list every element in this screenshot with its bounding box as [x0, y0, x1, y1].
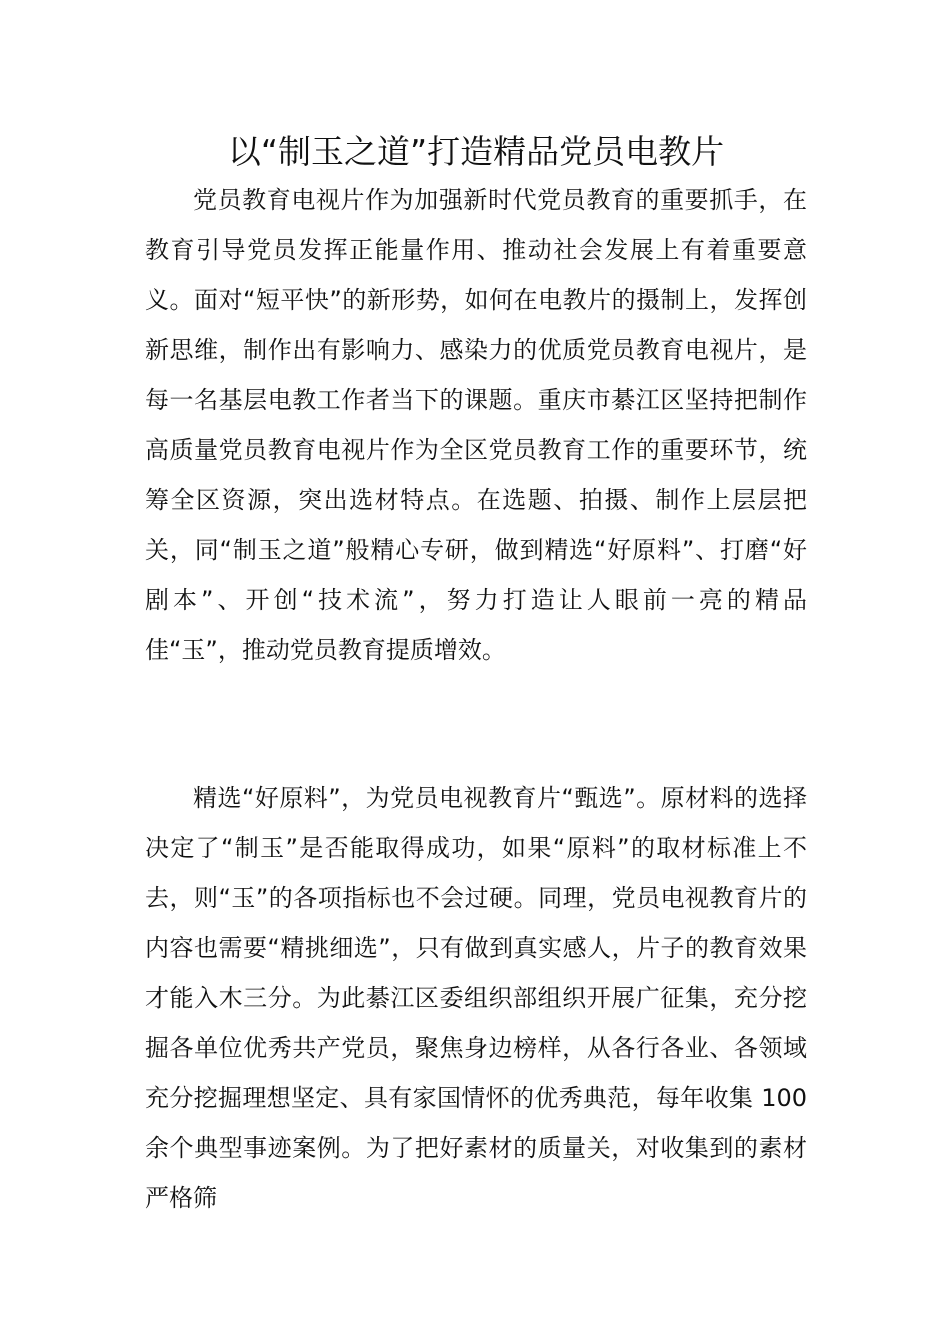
- paragraph-2: 精选“好原料”，为党员电视教育片“甄选”。原材料的选择决定了“制玉”是否能取得成功，如果“原料”的取材标准上不去，则“玉”的各项指标也不会过硬。同理，党员电视教育片的内容也需要“精挑细选”，只有做到真实感人，片子的教育效果才能入木三分。为此綦江区委组织部组织开展广征集，充分挖掘各单位优秀共产党员，聚焦身边榜样，从各行各业、各领域充分挖掘理想坚定、具有家国情怀的优秀典范，每年收集 100 余个典型事迹案例。为了把好素材的质量关，对收集到的素材严格筛: [145, 784, 807, 1212]
- document-title: 以“制玉之道”打造精品党员电教片: [227, 132, 725, 171]
- paragraph-1: 党员教育电视片作为加强新时代党员教育的重要抓手，在教育引导党员发挥正能量作用、推动社会发展上有着重要意义。面对“短平快”的新形势，如何在电教片的摄制上，发挥创新思维，制作出有影响力、感染力的优质党员教育电视片，是每一名基层电教工作者当下的课题。重庆市綦江区坚持把制作高质量党员教育电视片作为全区党员教育工作的重要环节，统筹全区资源，突出选材特点。在选题、拍摄、制作上层层把关，同“制玉之道”般精心专研，做到精选“好原料”、打磨“好剧本”、开创“技术流”，努力打造让人眼前一亮的精品佳“玉”，推动党员教育提质增效。: [145, 186, 807, 664]
